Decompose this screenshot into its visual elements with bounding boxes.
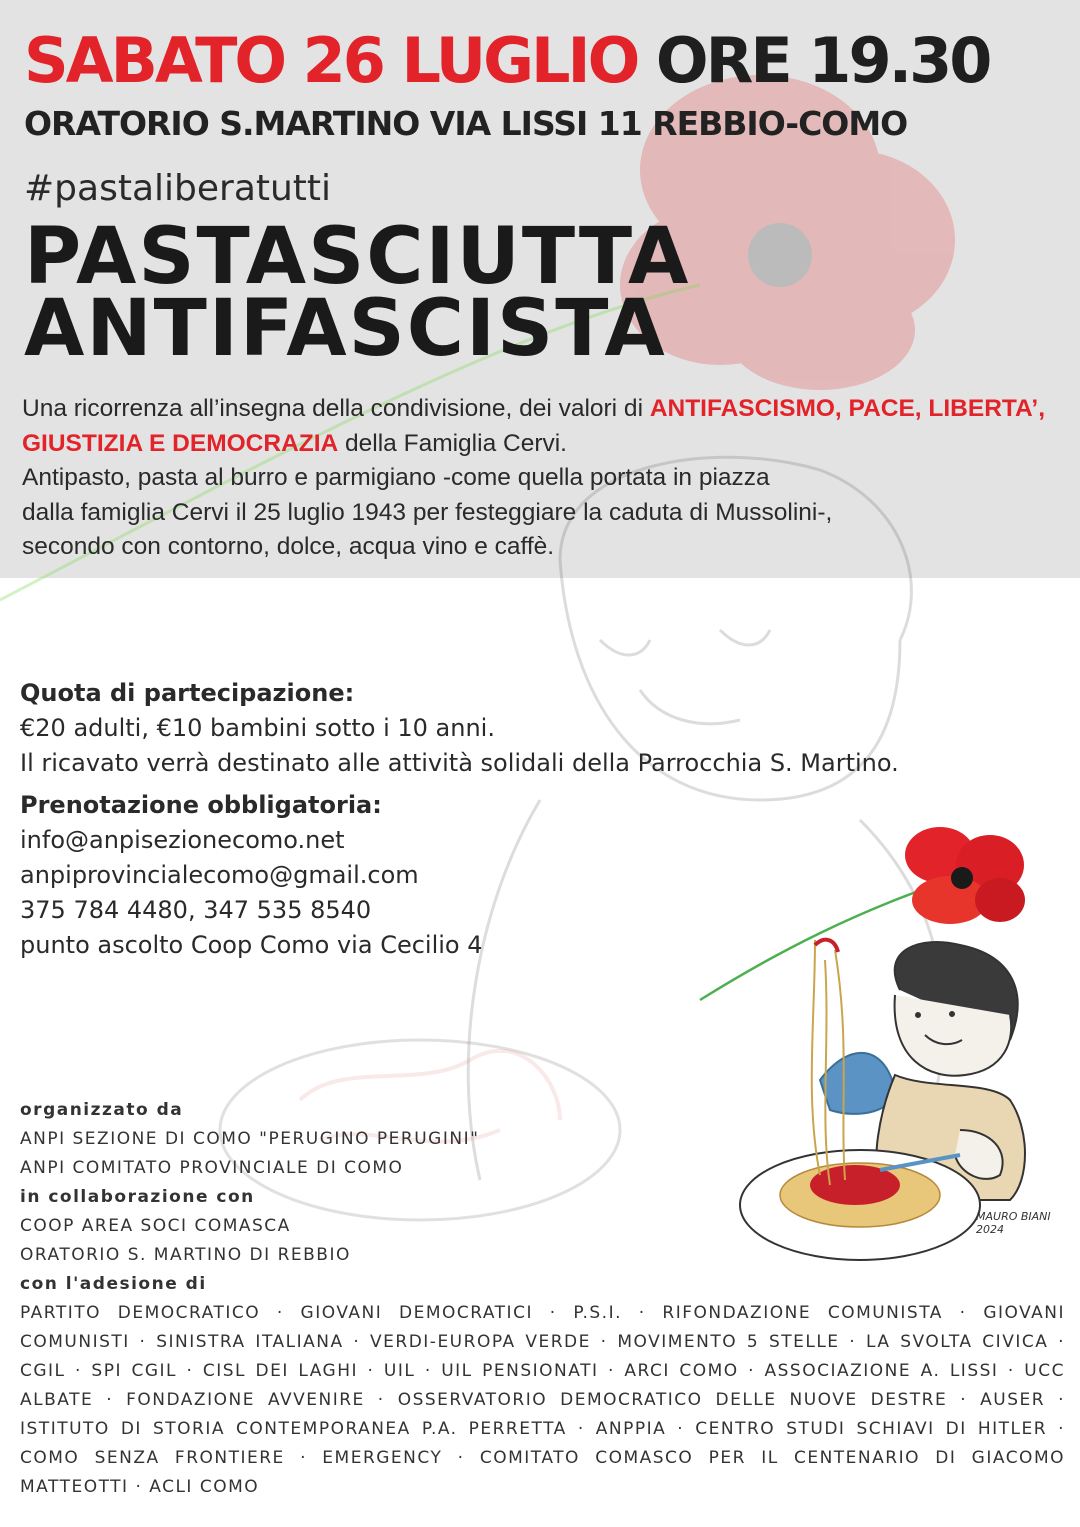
collaborator-2: ORATORIO S. MARTINO DI REBBIO	[20, 1245, 351, 1265]
organized-label: organizzato da	[20, 1100, 184, 1120]
collab-label: in collaborazione con	[20, 1187, 255, 1207]
collaborator-1: COOP AREA SOCI COMASCA	[20, 1216, 291, 1236]
adhesions-list: PARTITO DEMOCRATICO · GIOVANI DEMOCRATICI · P.S.I. · RIFONDAZIONE COMUNISTA · GIOVANI COMUNISTI · SINISTRA ITALIANA · VERDI-EUROPA VERDE · MOVIMENTO 5 STELLE · LA SVOLTA CIVICA · CGIL · SPI CGIL · CISL DEI LAGHI · UIL · UIL PENSIONATI · ARCI COMO · ASSOCIAZIONE A. LISSI · UCC ALBATE · FONDAZIONE AVVENIRE · OSSERVATORIO DEMOCRATICO DELLE NUOVE DESTRE · AUSER · ISTITUTO DI STORIA CONTEMPORANEA P.A. PERRETTA · ANPPIA · CENTRO STUDI SCHIAVI DI HITLER · COMO SENZA FRONTIERE · EMERGENCY · COMITATO COMASCO PER IL CENTENARIO DI GIACOMO MATTEOTTI · ACLI COMO	[20, 1303, 1065, 1497]
quota-line-2: Il ricavato verrà destinato alle attività solidali della Parrocchia S. Martino.	[20, 749, 899, 777]
intro-tail: della Famiglia Cervi.	[338, 429, 567, 457]
organizer-2: ANPI COMITATO PROVINCIALE DI COMO	[20, 1158, 404, 1178]
event-day: SABATO 26 LUGLIO	[24, 24, 638, 97]
organizer-1: ANPI SEZIONE DI COMO "PERUGINO PERUGINI"	[20, 1129, 480, 1149]
booking-email-2[interactable]: anpiprovincialecomo@gmail.com	[20, 861, 419, 889]
intro-paragraph	[22, 392, 1062, 565]
event-time: ORE 19.30	[655, 24, 990, 97]
booking-heading: Prenotazione obbligatoria:	[20, 791, 382, 819]
booking-email-1[interactable]: info@anpisezionecomo.net	[20, 826, 345, 854]
intro-line-3: Antipasto, pasta al burro e parmigiano -come quella portata in piazza	[22, 464, 770, 491]
event-venue: ORATORIO S.MARTINO VIA LISSI 11 REBBIO-COMO	[24, 104, 908, 143]
title-line-2: ANTIFASCISTA	[24, 284, 667, 374]
credits-section	[20, 1096, 1065, 1502]
adhesion-label: con l'adesione di	[20, 1274, 207, 1294]
event-date-line	[24, 22, 989, 100]
intro-line-4: dalla famiglia Cervi il 25 luglio 1943 per festeggiare la caduta di Mussolini-,	[22, 498, 833, 526]
quota-heading: Quota di partecipazione:	[20, 679, 355, 707]
intro-line-5: secondo con contorno, dolce, acqua vino e caffè.	[22, 533, 555, 560]
intro-lead: Una ricorrenza all’insegna della condivisione, dei valori di	[22, 395, 650, 422]
booking-place: punto ascolto Coop Como via Cecilio 4	[20, 931, 483, 959]
quota-line-1: €20 adulti, €10 bambini sotto i 10 anni.	[20, 714, 495, 742]
booking-phones[interactable]: 375 784 4480, 347 535 8540	[20, 896, 372, 924]
intro-highlight: ANTIFASCISMO, PACE, LIBERTA’, GIUSTIZIA E DEMOCRAZIA	[22, 395, 1046, 457]
artist-signature: MAURO BIANI 2024	[976, 1210, 1051, 1236]
quota-section	[20, 676, 899, 781]
hashtag: #pastaliberatutti	[24, 168, 332, 209]
booking-section	[20, 788, 483, 963]
title-line-1: PASTASCIUTTA	[24, 212, 691, 302]
